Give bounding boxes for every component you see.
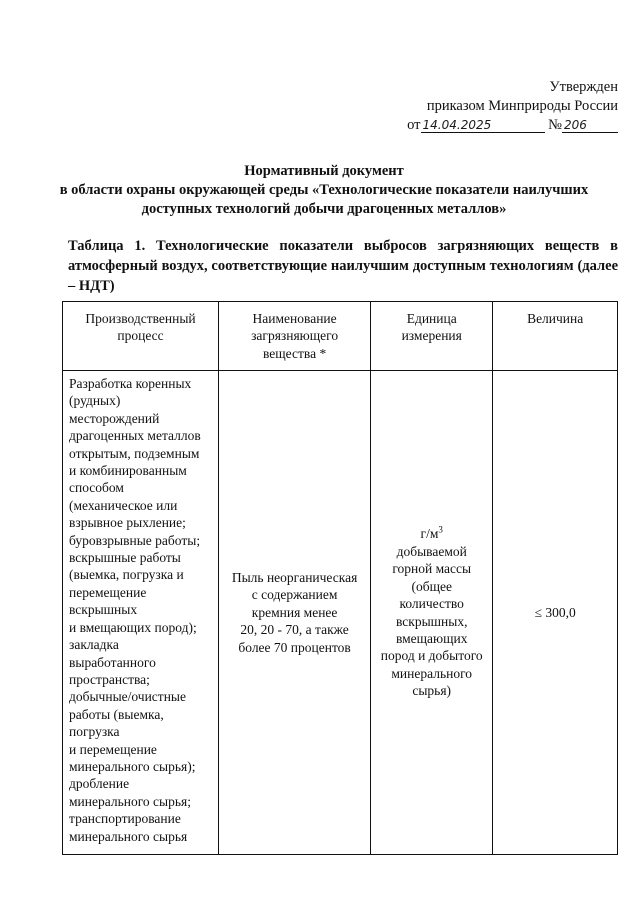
substance-line: с содержанием <box>251 587 338 603</box>
substance-line: Пыль неорганическая <box>231 569 358 585</box>
substance-line: более 70 процентов <box>238 639 351 655</box>
title-line-2: в области охраны окружающей среды «Технологические показатели наилучших <box>59 182 589 198</box>
process-line: перемещение <box>69 584 147 600</box>
header-line: загрязняющего <box>251 328 339 344</box>
table-caption: Таблица 1. Технологические показатели выбросов загрязняющих веществ в атмосферный воздух, соответствующие наилучшим доступным технологиям (далее – НДТ) <box>68 238 618 294</box>
process-line: вскрышные работы <box>69 550 181 566</box>
header-line: Величина <box>527 311 584 326</box>
process-line: пространства; <box>69 671 150 687</box>
header-value <box>493 302 618 371</box>
number-prefix: № <box>548 117 562 133</box>
process-line: погрузка <box>69 724 120 740</box>
cell-substance <box>219 371 371 855</box>
table-header-row <box>63 302 618 371</box>
unit-line: вмещающих <box>395 630 468 646</box>
document-title <box>30 162 618 219</box>
header-line: процесс <box>117 328 164 344</box>
process-line: закладка <box>69 637 119 653</box>
process-line: транспортирование <box>69 811 181 827</box>
header-line: Производственный <box>85 311 196 326</box>
process-line: работы (выемка, <box>69 706 164 722</box>
process-line: выработанного <box>69 654 156 670</box>
handwritten-date: 14.04.2025 <box>421 118 545 133</box>
handwritten-number: 206 <box>562 118 618 133</box>
approval-line-approved: Утвержден <box>549 79 618 95</box>
process-line: (выемка, погрузка и <box>69 567 184 583</box>
header-substance <box>219 302 371 371</box>
header-process <box>63 302 219 371</box>
unit-line: сырья) <box>412 683 452 699</box>
unit-line: горной массы <box>392 561 472 577</box>
process-line: способом <box>69 480 124 496</box>
title-line-1: Нормативный документ <box>244 163 404 179</box>
process-line: месторождений <box>69 410 160 426</box>
substance-line: кремния менее <box>251 604 338 620</box>
process-line: добычные/очистные <box>69 689 186 705</box>
process-line: буровзрывные работы; <box>69 532 201 548</box>
header-line: Наименование <box>252 311 337 326</box>
unit-line: добываемой <box>396 543 467 559</box>
cell-value: ≤ 300,0 <box>493 371 618 855</box>
process-line: Разработка коренных <box>69 376 192 391</box>
process-line: (механическое или <box>69 497 178 513</box>
unit-base: г/м <box>420 526 439 542</box>
header-line: вещества * <box>262 345 327 361</box>
approval-block <box>407 78 618 135</box>
date-prefix: от <box>407 117 421 133</box>
unit-line: вскрышных, <box>395 613 468 629</box>
header-line: Единица <box>406 311 457 326</box>
unit-line: пород и добытого <box>380 648 483 664</box>
process-line: и перемещение <box>69 741 157 757</box>
process-line: дробление <box>69 776 130 792</box>
process-line: вскрышных <box>69 602 138 618</box>
process-line: и комбинированным <box>69 463 187 479</box>
process-line: (рудных) <box>69 393 121 409</box>
process-line: открытым, подземным <box>69 445 200 461</box>
approval-line-order: приказом Минприроды России <box>426 98 618 114</box>
cell-unit <box>371 371 493 855</box>
process-line: драгоценных металлов <box>69 428 201 444</box>
cell-process <box>63 371 219 855</box>
table-row <box>63 371 618 855</box>
process-line: минерального сырья <box>69 828 188 844</box>
unit-first-line <box>375 525 488 542</box>
unit-line: количество <box>399 596 464 612</box>
unit-exponent: 3 <box>438 524 443 535</box>
process-line: взрывное рыхление; <box>69 515 186 531</box>
process-line: минерального сырья); <box>69 758 196 774</box>
indicators-table <box>62 301 618 855</box>
process-line: и вмещающих пород); <box>69 619 197 635</box>
header-unit <box>371 302 493 371</box>
substance-line: 20, 20 - 70, а также <box>240 622 349 638</box>
process-line: минерального сырья; <box>69 793 191 809</box>
title-line-3: доступных технологий добычи драгоценных металлов» <box>141 201 507 217</box>
unit-description <box>375 543 488 700</box>
unit-line: (общее <box>411 578 452 594</box>
unit-line: минерального <box>391 665 473 681</box>
approval-line-date-number <box>407 116 618 135</box>
header-line: измерения <box>401 328 462 344</box>
